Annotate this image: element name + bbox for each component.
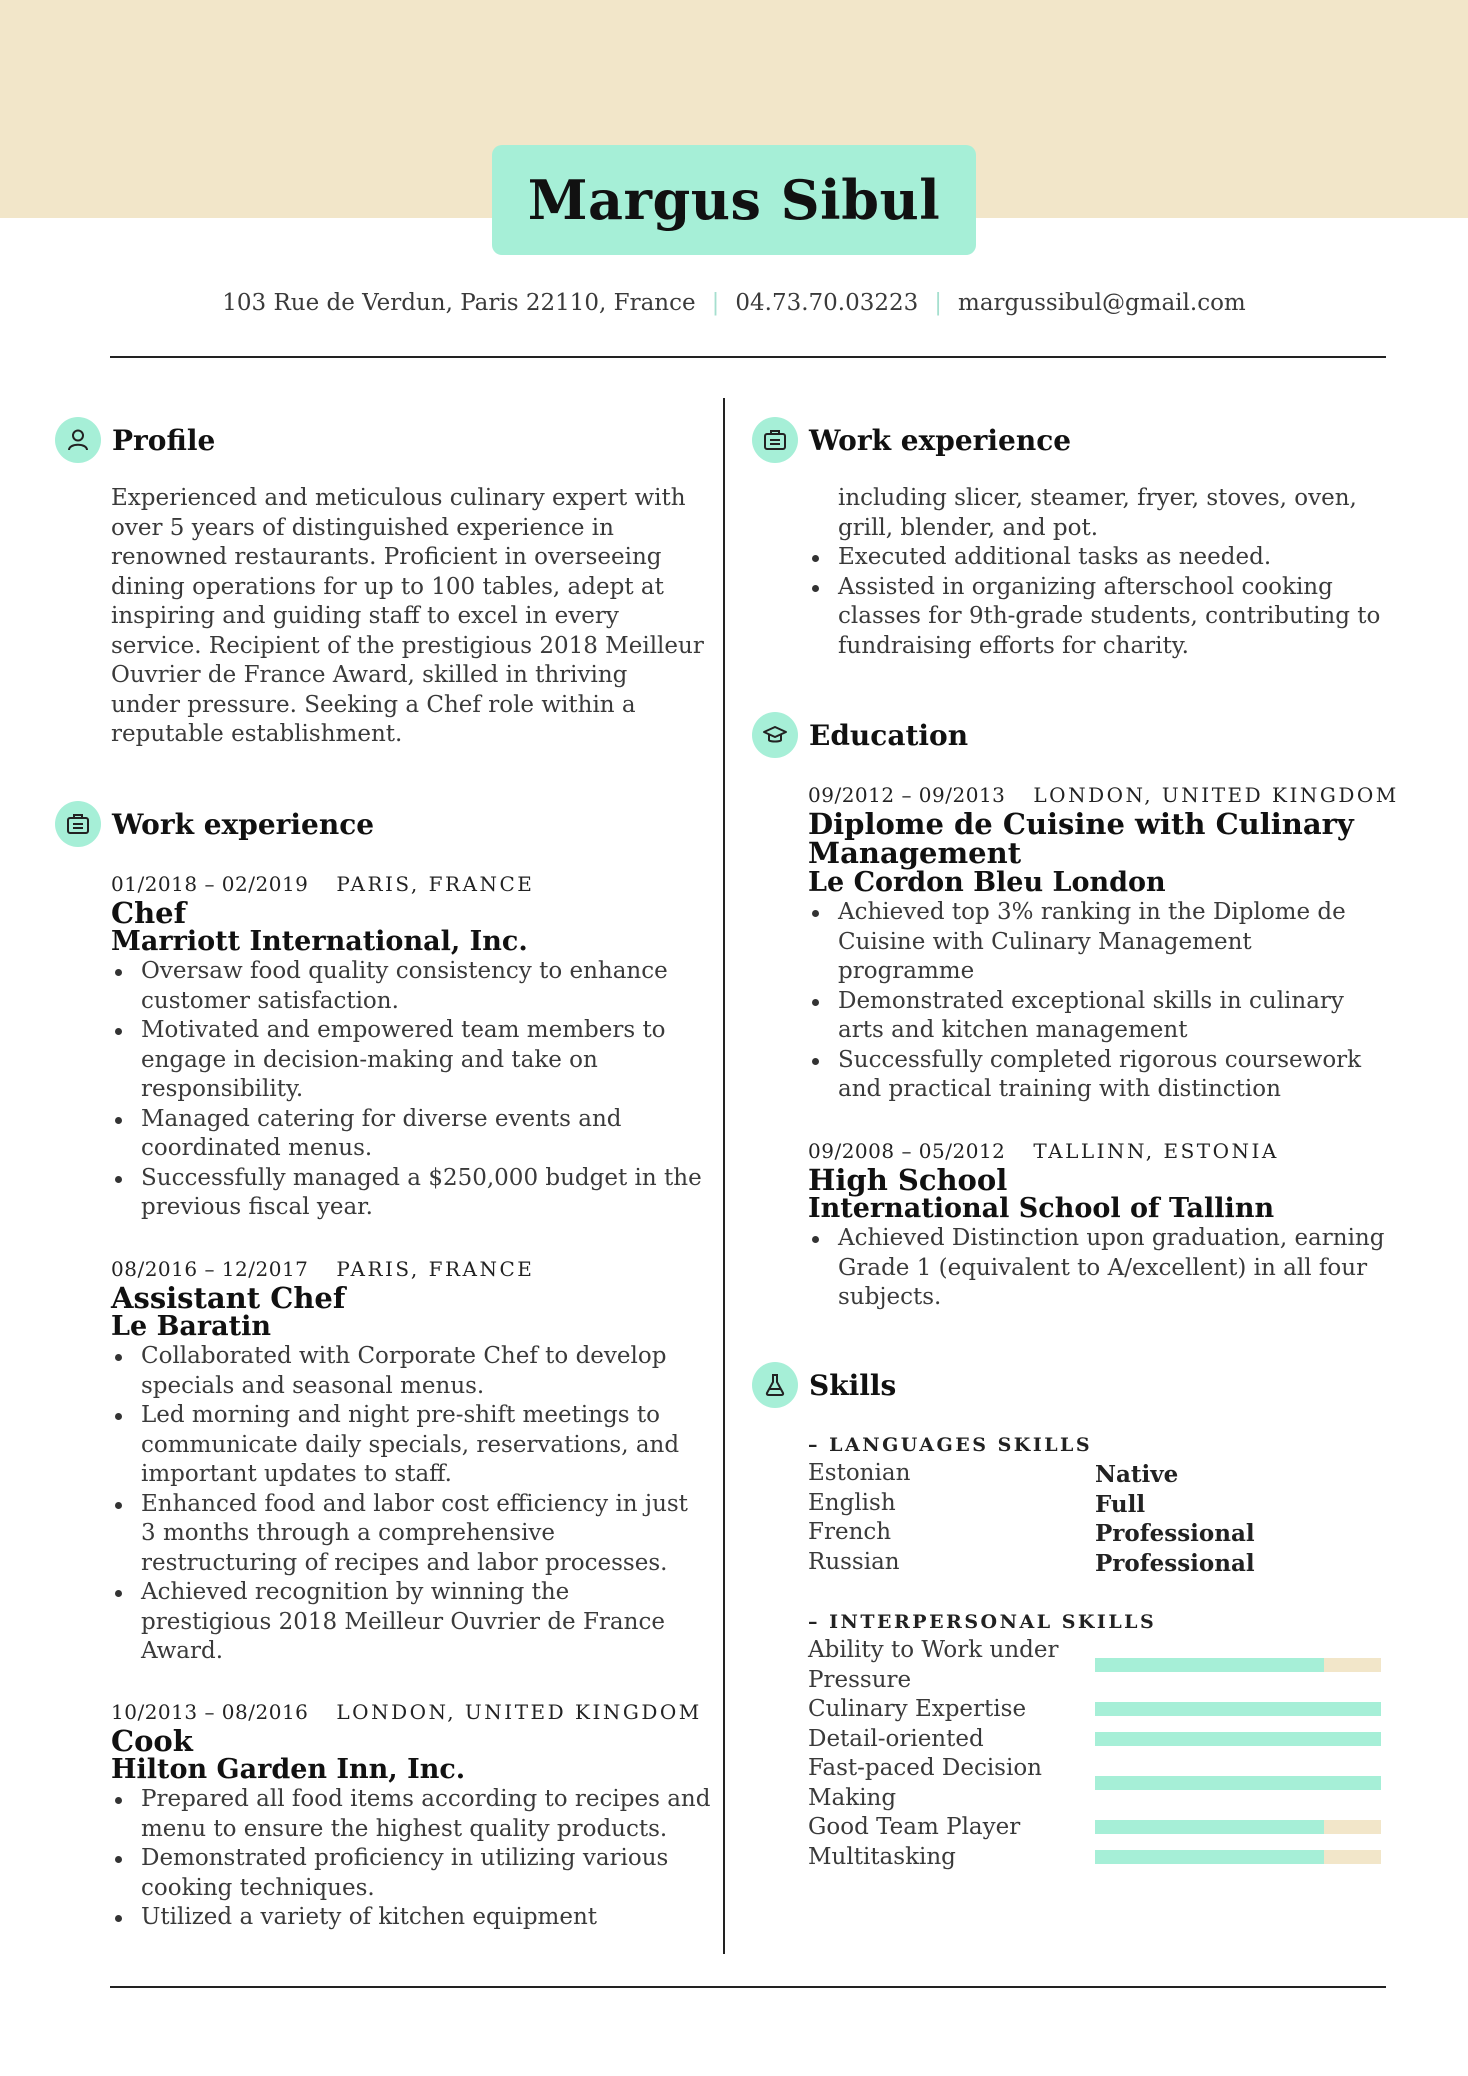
education-location: TALLINN, ESTONIA [1033,1139,1279,1163]
list-item: Achieved Distinction upon graduation, earning Grade 1 (equivalent to A/excellent) in all four subjects. [808,1224,1408,1313]
skill-level-bar [1095,1820,1381,1834]
job-meta [111,1700,702,1724]
job-bullets [808,543,1408,661]
list-item: Managed catering for diverse events and coordinated menus. [111,1105,711,1164]
job-location: PARIS, FRANCE [336,872,535,896]
phone: 04.73.70.03223 [735,290,919,316]
briefcase-icon [752,417,798,463]
skill-level-fill [1095,1658,1324,1672]
job-title: Assistant Chef [111,1281,346,1315]
language-name: Estonian [808,1460,911,1486]
language-name: English [808,1490,896,1516]
contact-separator: | [934,290,943,316]
work-title: Work experience [112,807,375,841]
education-title: Education [809,718,969,752]
degree-title: Diplome de Cuisine with Culinary Management [808,807,1354,870]
list-item: Executed additional tasks as needed. [808,543,1408,573]
profile-line: inspiring and guiding staff to excel in every [111,603,619,629]
profile-line: renowned restaurants. Proficient in overseeing [111,544,662,570]
list-item: Assisted in organizing afterschool cooking classes for 9th-grade students, contributing to fundraising efforts for charity. [808,573,1408,662]
education-meta [808,783,1399,807]
contact-separator: | [711,290,720,316]
skill-level-fill [1095,1776,1381,1790]
list-item: Achieved top 3% ranking in the Diplome de Cuisine with Culinary Management programme [808,898,1408,987]
profile-line: service. Recipient of the prestigious 2018 Meilleur [111,632,704,659]
work-continued-heading [752,417,1071,463]
skill-name: Good Team Player [808,1814,1021,1840]
education-location: LONDON, UNITED KINGDOM [1033,783,1399,807]
list-item: Utilized a variety of kitchen equipment [111,1903,711,1933]
work-continued-title: Work experience [809,423,1072,457]
candidate-name: Margus Sibul [527,168,941,232]
education-dates: 09/2008 – 05/2012 [808,1139,1006,1163]
header-divider [110,356,1386,358]
profile-line: over 5 years of distinguished experience in [111,514,614,541]
list-item: Demonstrated exceptional skills in culinary arts and kitchen management [808,987,1408,1046]
job-meta [111,872,534,896]
skill-level-bar [1095,1850,1381,1864]
job-dates: 10/2013 – 08/2016 [111,1700,309,1724]
list-item: Successfully completed rigorous coursework and practical training with distinction [808,1046,1408,1105]
column-divider [723,398,725,1954]
briefcase-icon [55,801,101,847]
skill-level-fill [1095,1820,1324,1834]
skill-level-bar [1095,1658,1381,1672]
footer-divider [110,1986,1386,1988]
skill-name: Multitasking [808,1844,956,1870]
job-dates: 08/2016 – 12/2017 [111,1257,309,1281]
job-company: Marriott International, Inc. [111,926,528,957]
language-level: Professional [1095,1520,1255,1547]
skill-name: Ability to Work under Pressure [808,1637,1059,1693]
bullet-continuation: including slicer, steamer, fryer, stoves, oven, grill, blender, and pot. [838,485,1357,541]
skill-name: Detail-oriented [808,1726,984,1752]
job-location: PARIS, FRANCE [336,1257,535,1281]
profile-title: Profile [112,423,216,457]
list-item: Motivated and empowered team members to engage in decision-making and take on responsibility. [111,1016,711,1105]
list-item: Led morning and night pre-shift meetings to communicate daily specials, reservations, and important updates to staff. [111,1401,711,1490]
job-bullets [111,957,711,1223]
profile-line: reputable establishment. [111,721,403,747]
education-bullets [808,1224,1408,1313]
list-item: Enhanced food and labor cost efficiency in just 3 months through a comprehensive restructuring of recipes and labor processes. [111,1490,711,1579]
profile-heading [55,417,215,463]
skills-title: Skills [809,1368,897,1402]
job-title: Chef [111,896,187,930]
education-heading [752,712,968,758]
skill-level-fill [1095,1850,1324,1864]
list-item: Successfully managed a $250,000 budget in the previous fiscal year. [111,1164,711,1223]
school-name: International School of Tallinn [808,1193,1275,1224]
education-meta [808,1139,1279,1163]
job-company: Hilton Garden Inn, Inc. [111,1754,466,1785]
job-meta [111,1257,534,1281]
skill-level-bar [1095,1776,1381,1790]
language-name: French [808,1519,892,1545]
skill-level-fill [1095,1732,1381,1746]
skill-name: Fast-paced Decision Making [808,1755,1042,1811]
profile-line: Ouvrier de France Award, skilled in thriving [111,662,628,688]
graduation-cap-icon [752,712,798,758]
skill-level-bar [1095,1702,1381,1716]
skill-level-fill [1095,1702,1381,1716]
skill-level-bar [1095,1732,1381,1746]
job-bullets [111,1342,711,1667]
job-title: Cook [111,1724,193,1758]
profile-line: Experienced and meticulous culinary expert with [111,485,686,511]
email[interactable]: margussibul@gmail.com [958,290,1246,316]
education-bullets [808,898,1408,1105]
job-company: Le Baratin [111,1311,271,1342]
interpersonal-heading: – INTERPERSONAL SKILLS [808,1611,1157,1633]
profile-summary [111,484,704,750]
degree-title: High School [808,1163,1008,1197]
language-level: Professional [1095,1550,1255,1577]
profile-line: under pressure. Seeking a Chef role within a [111,691,636,718]
name-banner [492,145,976,255]
job-location: LONDON, UNITED KINGDOM [336,1700,702,1724]
flask-icon [752,1362,798,1408]
address: 103 Rue de Verdun, Paris 22110, France [222,290,696,316]
work-heading [55,801,374,847]
list-item: Demonstrated proficiency in utilizing various cooking techniques. [111,1844,711,1903]
skills-heading [752,1362,896,1408]
language-name: Russian [808,1549,900,1575]
list-item: Oversaw food quality consistency to enhance customer satisfaction. [111,957,711,1016]
job-dates: 01/2018 – 02/2019 [111,872,309,896]
contact-line [0,290,1468,316]
job-bullets [111,1785,711,1933]
list-item: Achieved recognition by winning the prestigious 2018 Meilleur Ouvrier de France Award. [111,1578,711,1667]
language-level: Full [1095,1491,1146,1518]
language-level: Native [1095,1461,1179,1488]
education-dates: 09/2012 – 09/2013 [808,783,1006,807]
skill-name: Culinary Expertise [808,1696,1027,1722]
list-item: Collaborated with Corporate Chef to develop specials and seasonal menus. [111,1342,711,1401]
school-name: Le Cordon Bleu London [808,867,1166,898]
profile-line: dining operations for up to 100 tables, adept at [111,573,664,600]
languages-heading: – LANGUAGES SKILLS [808,1434,1093,1456]
list-item: Prepared all food items according to recipes and menu to ensure the highest quality products. [111,1785,711,1844]
person-icon [55,417,101,463]
